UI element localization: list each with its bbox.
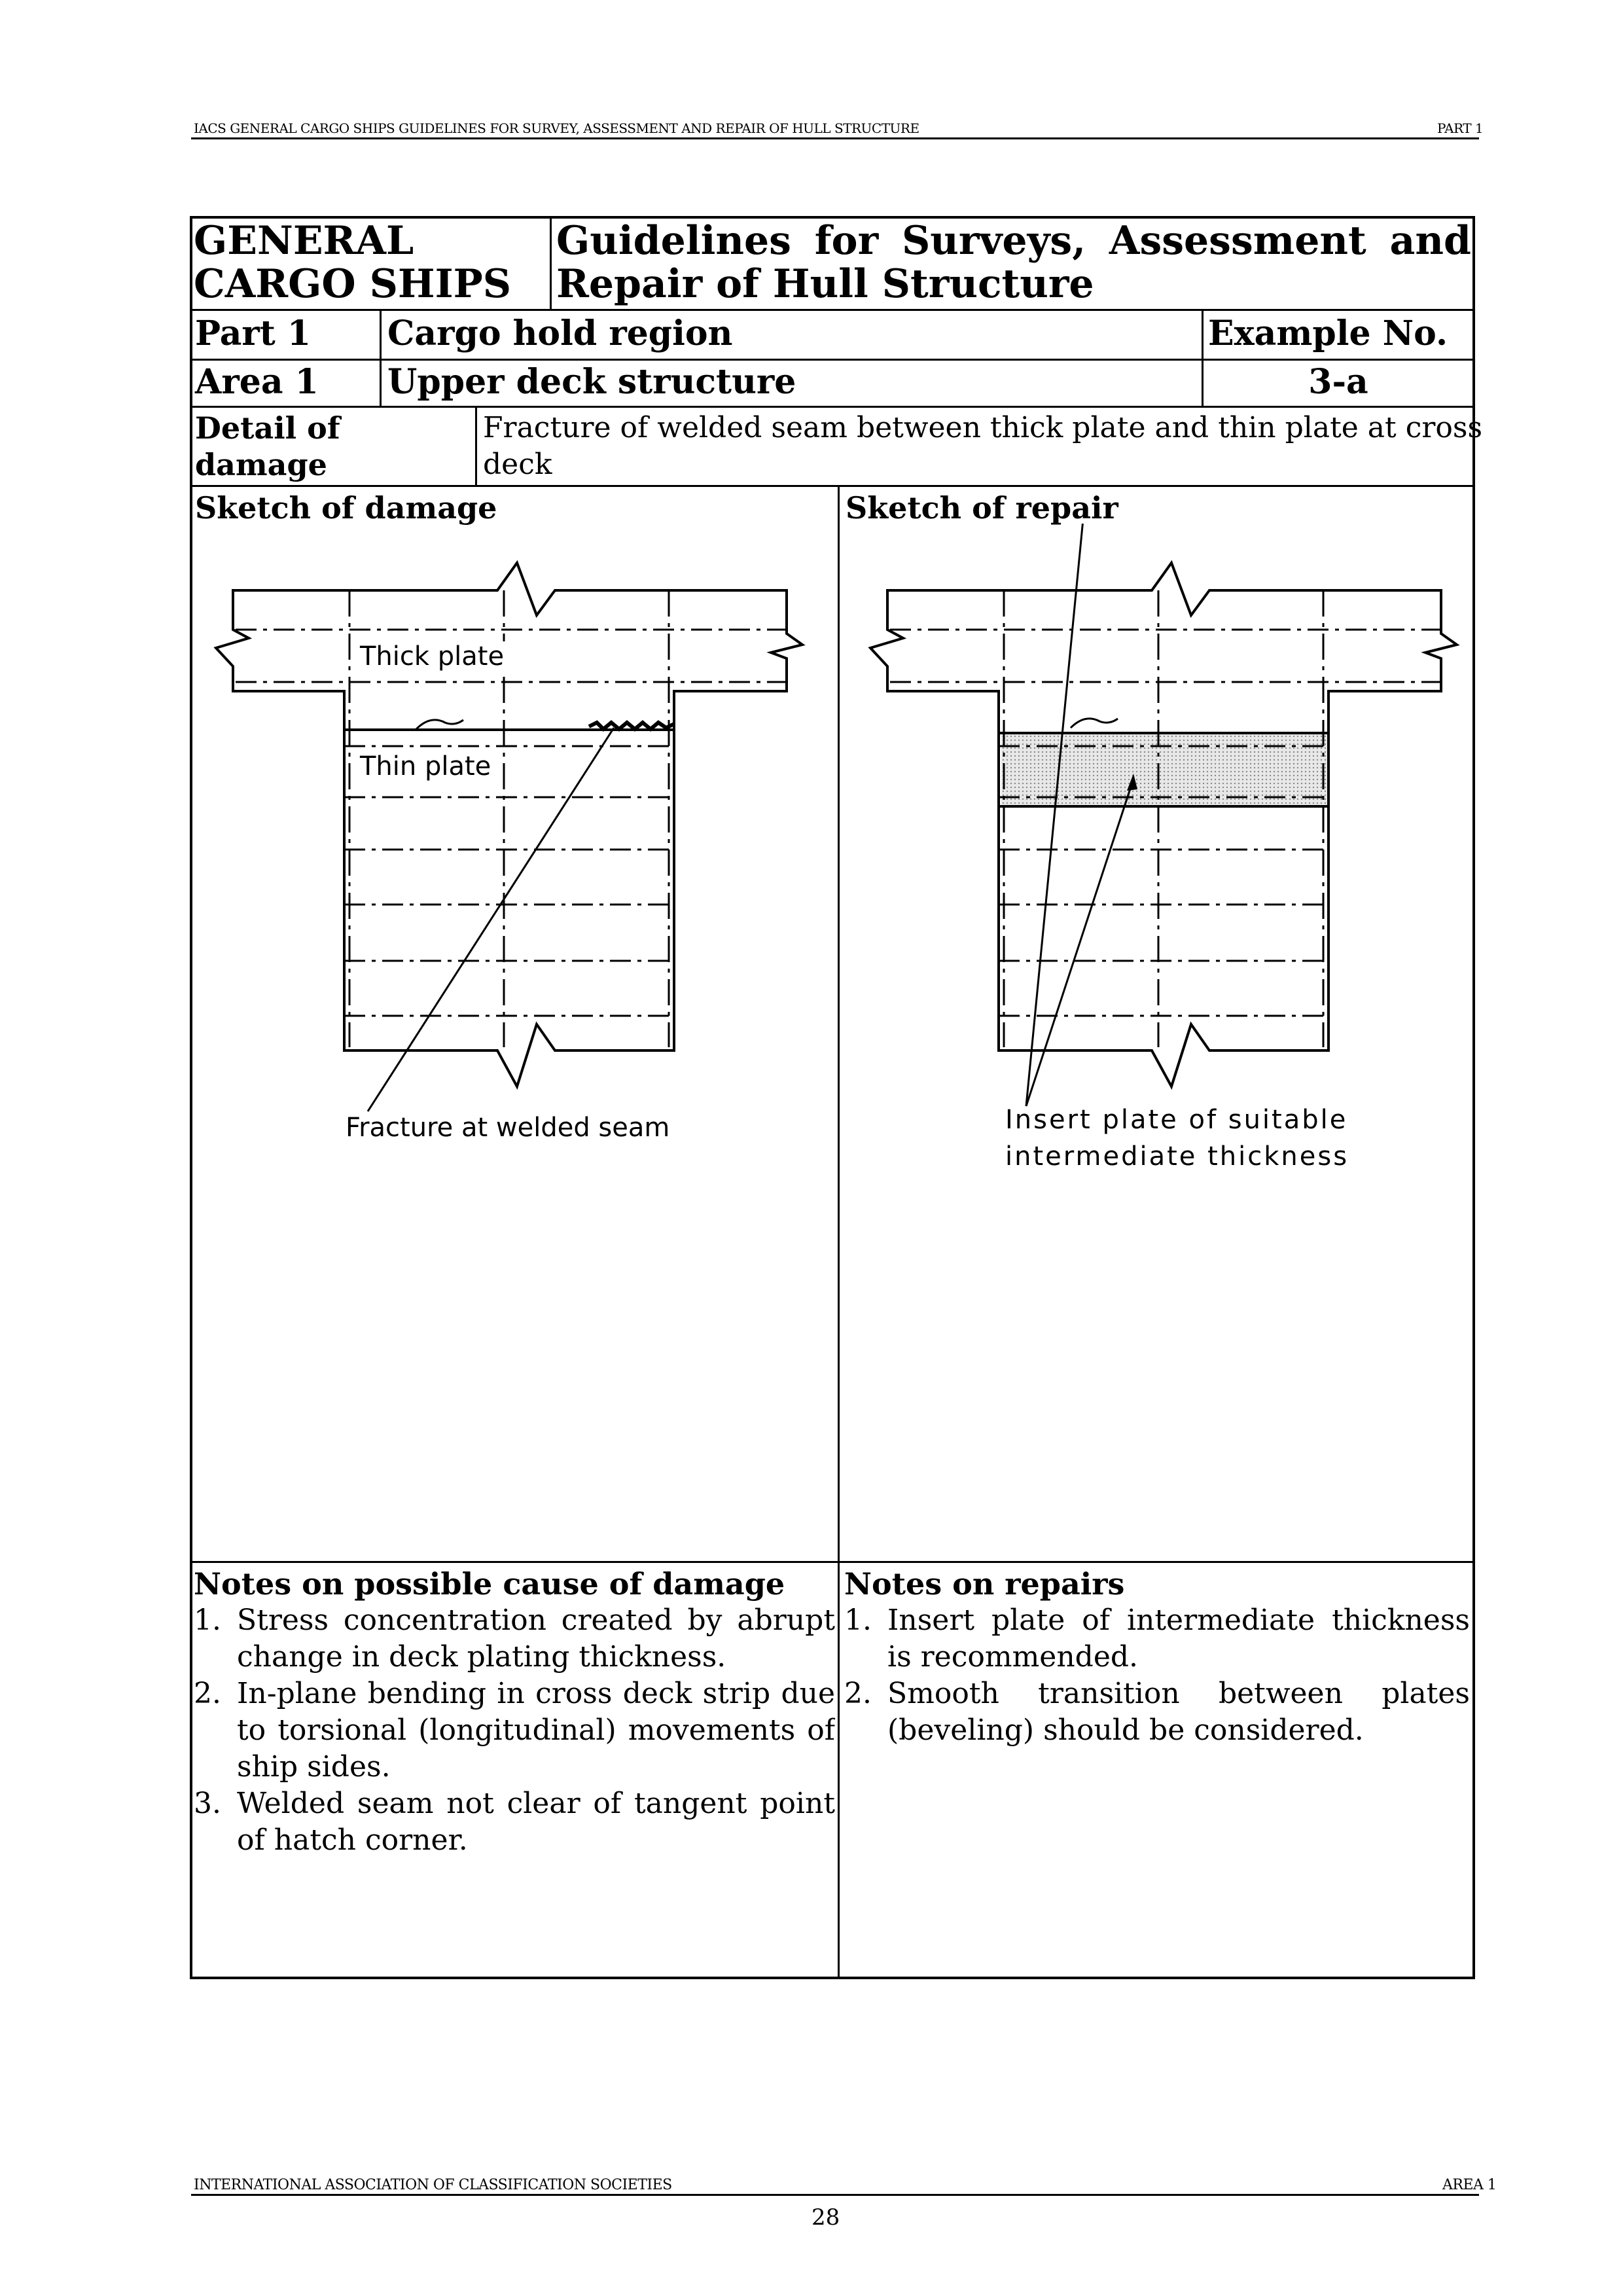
list-item [844,1676,1470,1749]
example-value: 3-a [1308,362,1368,402]
list-item [194,1602,835,1676]
notes-repair-list [844,1602,1470,1749]
grid-line [550,216,552,310]
list-text: Welded seam not clear of tangent point of hatch corner. [237,1787,835,1857]
title-word: Guidelines [556,219,791,264]
grid-line [190,1561,1475,1563]
notes-repair-section [844,1566,1470,1975]
list-item [194,1676,835,1785]
repair-outline [870,563,1457,1086]
notes-cause-section [194,1566,835,1975]
fracture-leader [368,728,614,1111]
weld-wave-mark [416,720,463,729]
insert-plate [1001,733,1329,806]
ship-type-line2: CARGO SHIPS [194,261,512,307]
running-header-left: IACS GENERAL CARGO SHIPS GUIDELINES FOR SURVEY, ASSESSMENT AND REPAIR OF HULL STRUCTURE [194,120,919,136]
notes-repair-title: Notes on repairs [844,1566,1125,1602]
list-number: 1. [844,1604,872,1637]
insert-leader [1026,524,1133,1106]
insert-label-line2: intermediate thickness [1005,1141,1349,1172]
list-number: 2. [844,1677,872,1710]
list-text: Stress concentration created by abrupt change in deck plating thickness. [237,1604,835,1674]
fracture-label: Fracture at welded seam [346,1113,670,1143]
list-number: 1. [194,1604,221,1637]
thin-plate-label: Thin plate [360,751,491,781]
grid-line [190,406,1475,408]
part-label: Part 1 [195,314,312,353]
example-label: Example No. [1208,314,1448,353]
grid-line [838,485,840,1979]
detail-value-line1: Fracture of welded seam between thick plate and thin plate at cross [483,411,1483,444]
title-line1 [556,219,1471,263]
title-word: Surveys, [901,219,1086,264]
notes-cause-list [194,1602,835,1859]
repair-wave-mark [1071,719,1118,728]
grid-line [190,309,1475,311]
list-item [844,1602,1470,1676]
insert-label-line1: Insert plate of suitable [1005,1105,1348,1135]
detail-label-line2: damage [195,447,327,482]
footer-left: INTERNATIONAL ASSOCIATION OF CLASSIFICATION SOCIETIES [194,2177,672,2193]
footer-rule [191,2194,1479,2196]
ship-type-cell [194,219,547,309]
sketch-damage-title: Sketch of damage [195,490,497,526]
notes-cause-title: Notes on possible cause of damage [194,1566,785,1602]
title-word: and [1389,219,1471,264]
document-title-cell [556,219,1471,309]
part-value: Cargo hold region [387,314,733,353]
list-number: 2. [194,1677,221,1710]
damage-outline [216,563,802,1086]
grid-line [190,485,1475,487]
title-line2: Repair of Hull Structure [556,261,1094,307]
title-word: Assessment [1109,219,1366,264]
title-word: for [814,219,879,264]
header-rule [191,137,1479,139]
grid-line [190,359,1475,361]
running-header-right: PART 1 [1437,120,1484,136]
list-item [194,1785,835,1859]
repair-sketch [842,524,1483,1178]
fracture-mark [589,723,674,729]
list-text: In-plane bending in cross deck strip due to torsional (longitudinal) movements of ship sides. [237,1677,835,1784]
grid-line [475,406,477,486]
ship-type-line1: GENERAL [194,219,414,264]
grid-line [380,309,382,407]
list-text: Smooth transition between plates (beveling) should be considered. [887,1677,1470,1747]
list-number: 3. [194,1787,221,1820]
area-label: Area 1 [195,362,319,402]
detail-label-line1: Detail of [195,410,340,446]
area-value: Upper deck structure [387,362,796,402]
detail-value-line2: deck [483,448,552,481]
page-number: 28 [812,2204,840,2231]
sketch-repair-title: Sketch of repair [846,490,1118,526]
damage-sketch [194,524,835,1178]
list-text: Insert plate of intermediate thickness is recommended. [887,1604,1470,1674]
thick-plate-label: Thick plate [360,641,505,672]
footer-right: AREA 1 [1442,2177,1497,2193]
